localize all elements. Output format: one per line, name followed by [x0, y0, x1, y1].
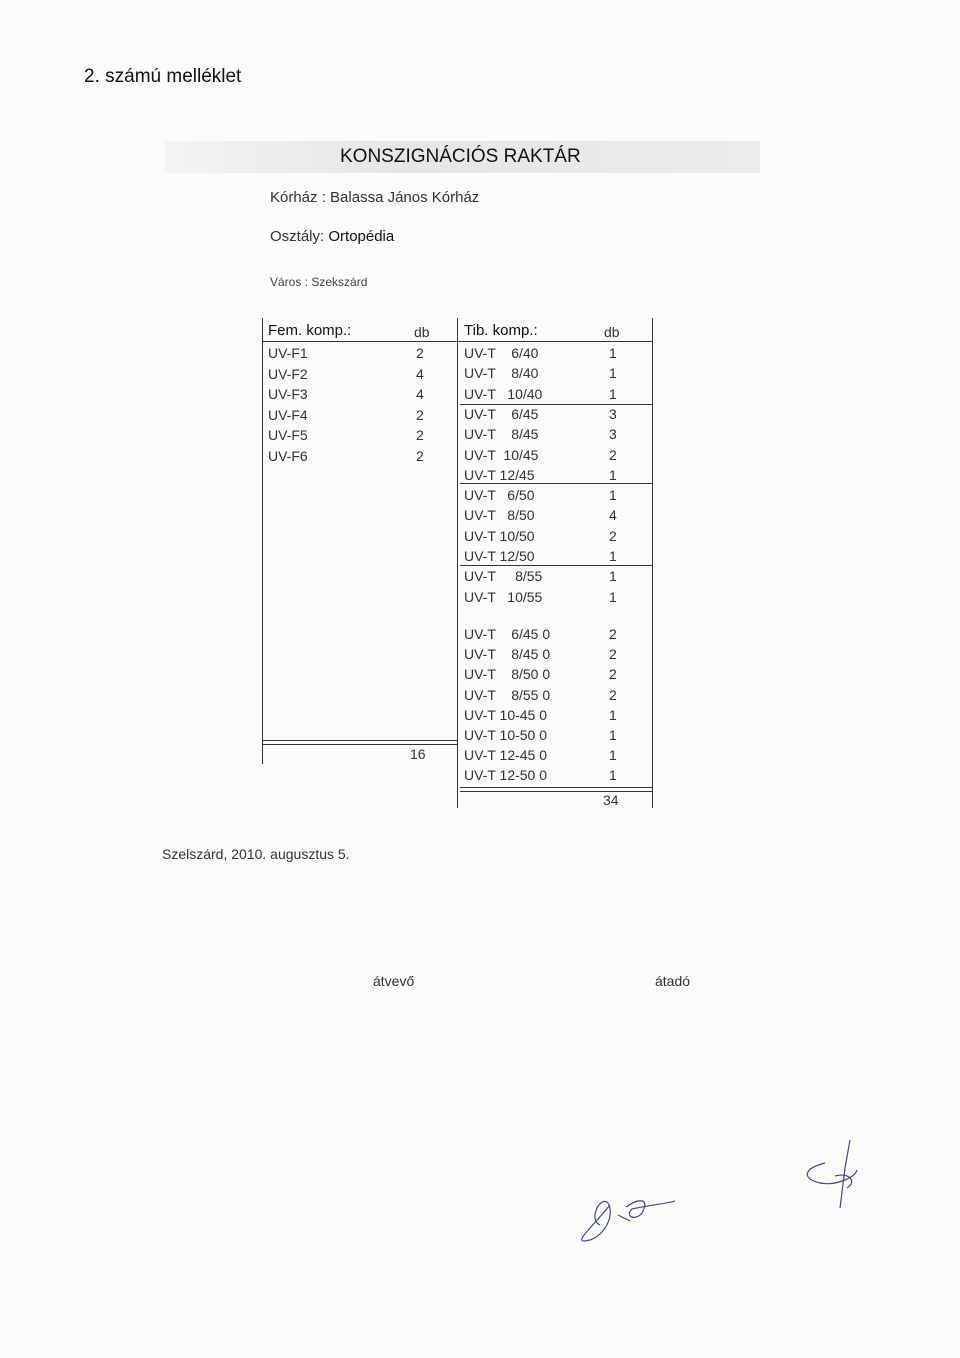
city-label: Város :: [270, 275, 309, 289]
tib-row-name: UV-T 6/50: [464, 487, 535, 504]
fem-left-border: [262, 318, 263, 764]
fem-total: 16: [410, 746, 426, 762]
tib-row-qty: 1: [609, 487, 617, 504]
tib-row-zero-name: UV-T 6/45 0: [464, 626, 551, 642]
tib-row-qty: 2: [609, 446, 617, 463]
hospital-label: Kórház :: [270, 189, 326, 206]
date-place: Szelszárd, 2010. augusztus 5.: [162, 846, 350, 862]
tib-row-name: UV-T 10/40: [464, 385, 543, 402]
tib-left-border: [457, 318, 458, 808]
fem-total-divider-2: [262, 744, 457, 745]
tib-row-qty: 1: [609, 588, 617, 605]
tib-total-divider-1: [460, 787, 652, 788]
tib-row-qty: 3: [609, 405, 617, 422]
fem-row-name: UV-F4: [268, 406, 308, 423]
fem-row-qty: 2: [416, 427, 424, 443]
city-value: Szekszárd: [311, 275, 368, 289]
department-label: Osztály:: [270, 228, 325, 245]
fem-row-name: UV-F3: [268, 386, 308, 402]
fem-qty-header: db: [414, 324, 430, 340]
tib-row-zero-qty: 1: [609, 767, 617, 784]
receiver-signature: [570, 1185, 690, 1255]
tib-row-name: UV-T 6/40: [464, 345, 539, 361]
tib-row-name: UV-T 12/50: [464, 548, 535, 564]
tib-row-qty: 1: [609, 345, 617, 361]
tib-right-border: [652, 318, 653, 808]
tib-row-qty: 1: [609, 548, 617, 564]
tib-row-name: UV-T 8/45: [464, 426, 539, 443]
fem-row-name: UV-F1: [268, 345, 308, 361]
tib-header-divider: [457, 341, 653, 342]
tib-row-zero-qty: 2: [609, 646, 617, 663]
hospital-line: [270, 189, 479, 206]
tib-row-name: UV-T 10/55: [464, 588, 543, 605]
tib-row-zero-name: UV-T 10-45 0: [464, 706, 548, 723]
page-title: KONSZIGNÁCIÓS RAKTÁR: [340, 146, 581, 167]
tib-row-name: UV-T 10/50: [464, 527, 535, 544]
tib-row-qty: 1: [609, 385, 617, 402]
tib-row-zero-name: UV-T 12-50 0: [464, 767, 548, 784]
fem-row-name: UV-F5: [268, 427, 308, 443]
tib-row-zero-name: UV-T 8/55 0: [464, 686, 551, 703]
fem-row-qty: 2: [416, 406, 424, 423]
fem-row-name: UV-F6: [268, 447, 308, 464]
tib-row-zero-qty: 2: [609, 686, 617, 703]
tib-row-zero-name: UV-T 8/50 0: [464, 666, 551, 683]
department-line: [270, 228, 394, 245]
tib-row-name: UV-T 10/45: [464, 446, 539, 463]
tib-row-name: UV-T 8/50: [464, 507, 535, 524]
tib-row-name: UV-T 6/45: [464, 405, 539, 422]
tib-group-divider-45: [460, 483, 652, 484]
tib-group-divider-40: [460, 404, 652, 405]
city-line: [270, 275, 367, 289]
sender-signature: [795, 1138, 875, 1218]
fem-row-name: UV-F2: [268, 365, 308, 382]
tib-qty-header: db: [604, 324, 620, 340]
tib-row-qty: 4: [609, 507, 617, 524]
tib-row-qty: 1: [609, 365, 617, 382]
receiver-label: átvevő: [373, 973, 415, 989]
fem-total-divider-1: [262, 740, 457, 741]
tib-group-divider-50: [460, 565, 652, 566]
fem-header: Fem. komp.:: [268, 322, 352, 339]
tib-row-zero-name: UV-T 12-45 0: [464, 747, 548, 764]
annex-title: 2. számú melléklet: [84, 66, 242, 87]
fem-row-qty: 2: [416, 447, 424, 464]
tib-row-zero-name: UV-T 10-50 0: [464, 727, 548, 743]
tib-row-name: UV-T 8/55: [464, 568, 543, 585]
tib-row-qty: 1: [609, 466, 617, 483]
tib-header: Tib. komp.:: [464, 322, 538, 339]
tib-row-name: UV-T 8/40: [464, 365, 539, 382]
tib-row-qty: 2: [609, 527, 617, 544]
fem-row-qty: 4: [416, 386, 424, 402]
tib-row-zero-qty: 2: [609, 626, 617, 642]
tib-total: 34: [603, 792, 619, 808]
tib-row-qty: 1: [609, 568, 617, 585]
tib-row-zero-qty: 1: [609, 727, 617, 743]
hospital-value: Balassa János Kórház: [330, 189, 480, 206]
tib-row-qty: 3: [609, 426, 617, 443]
tib-row-zero-qty: 1: [609, 747, 617, 764]
fem-row-qty: 4: [416, 365, 424, 382]
tib-total-divider-2: [460, 791, 652, 792]
tib-row-zero-qty: 1: [609, 706, 617, 723]
tib-row-name: UV-T 12/45: [464, 466, 535, 483]
fem-header-divider: [262, 341, 457, 342]
department-value: Ortopédia: [328, 228, 395, 245]
tib-row-zero-qty: 2: [609, 666, 617, 683]
tib-row-zero-name: UV-T 8/45 0: [464, 646, 551, 663]
sender-label: átadó: [655, 973, 691, 989]
fem-row-qty: 2: [416, 345, 424, 361]
